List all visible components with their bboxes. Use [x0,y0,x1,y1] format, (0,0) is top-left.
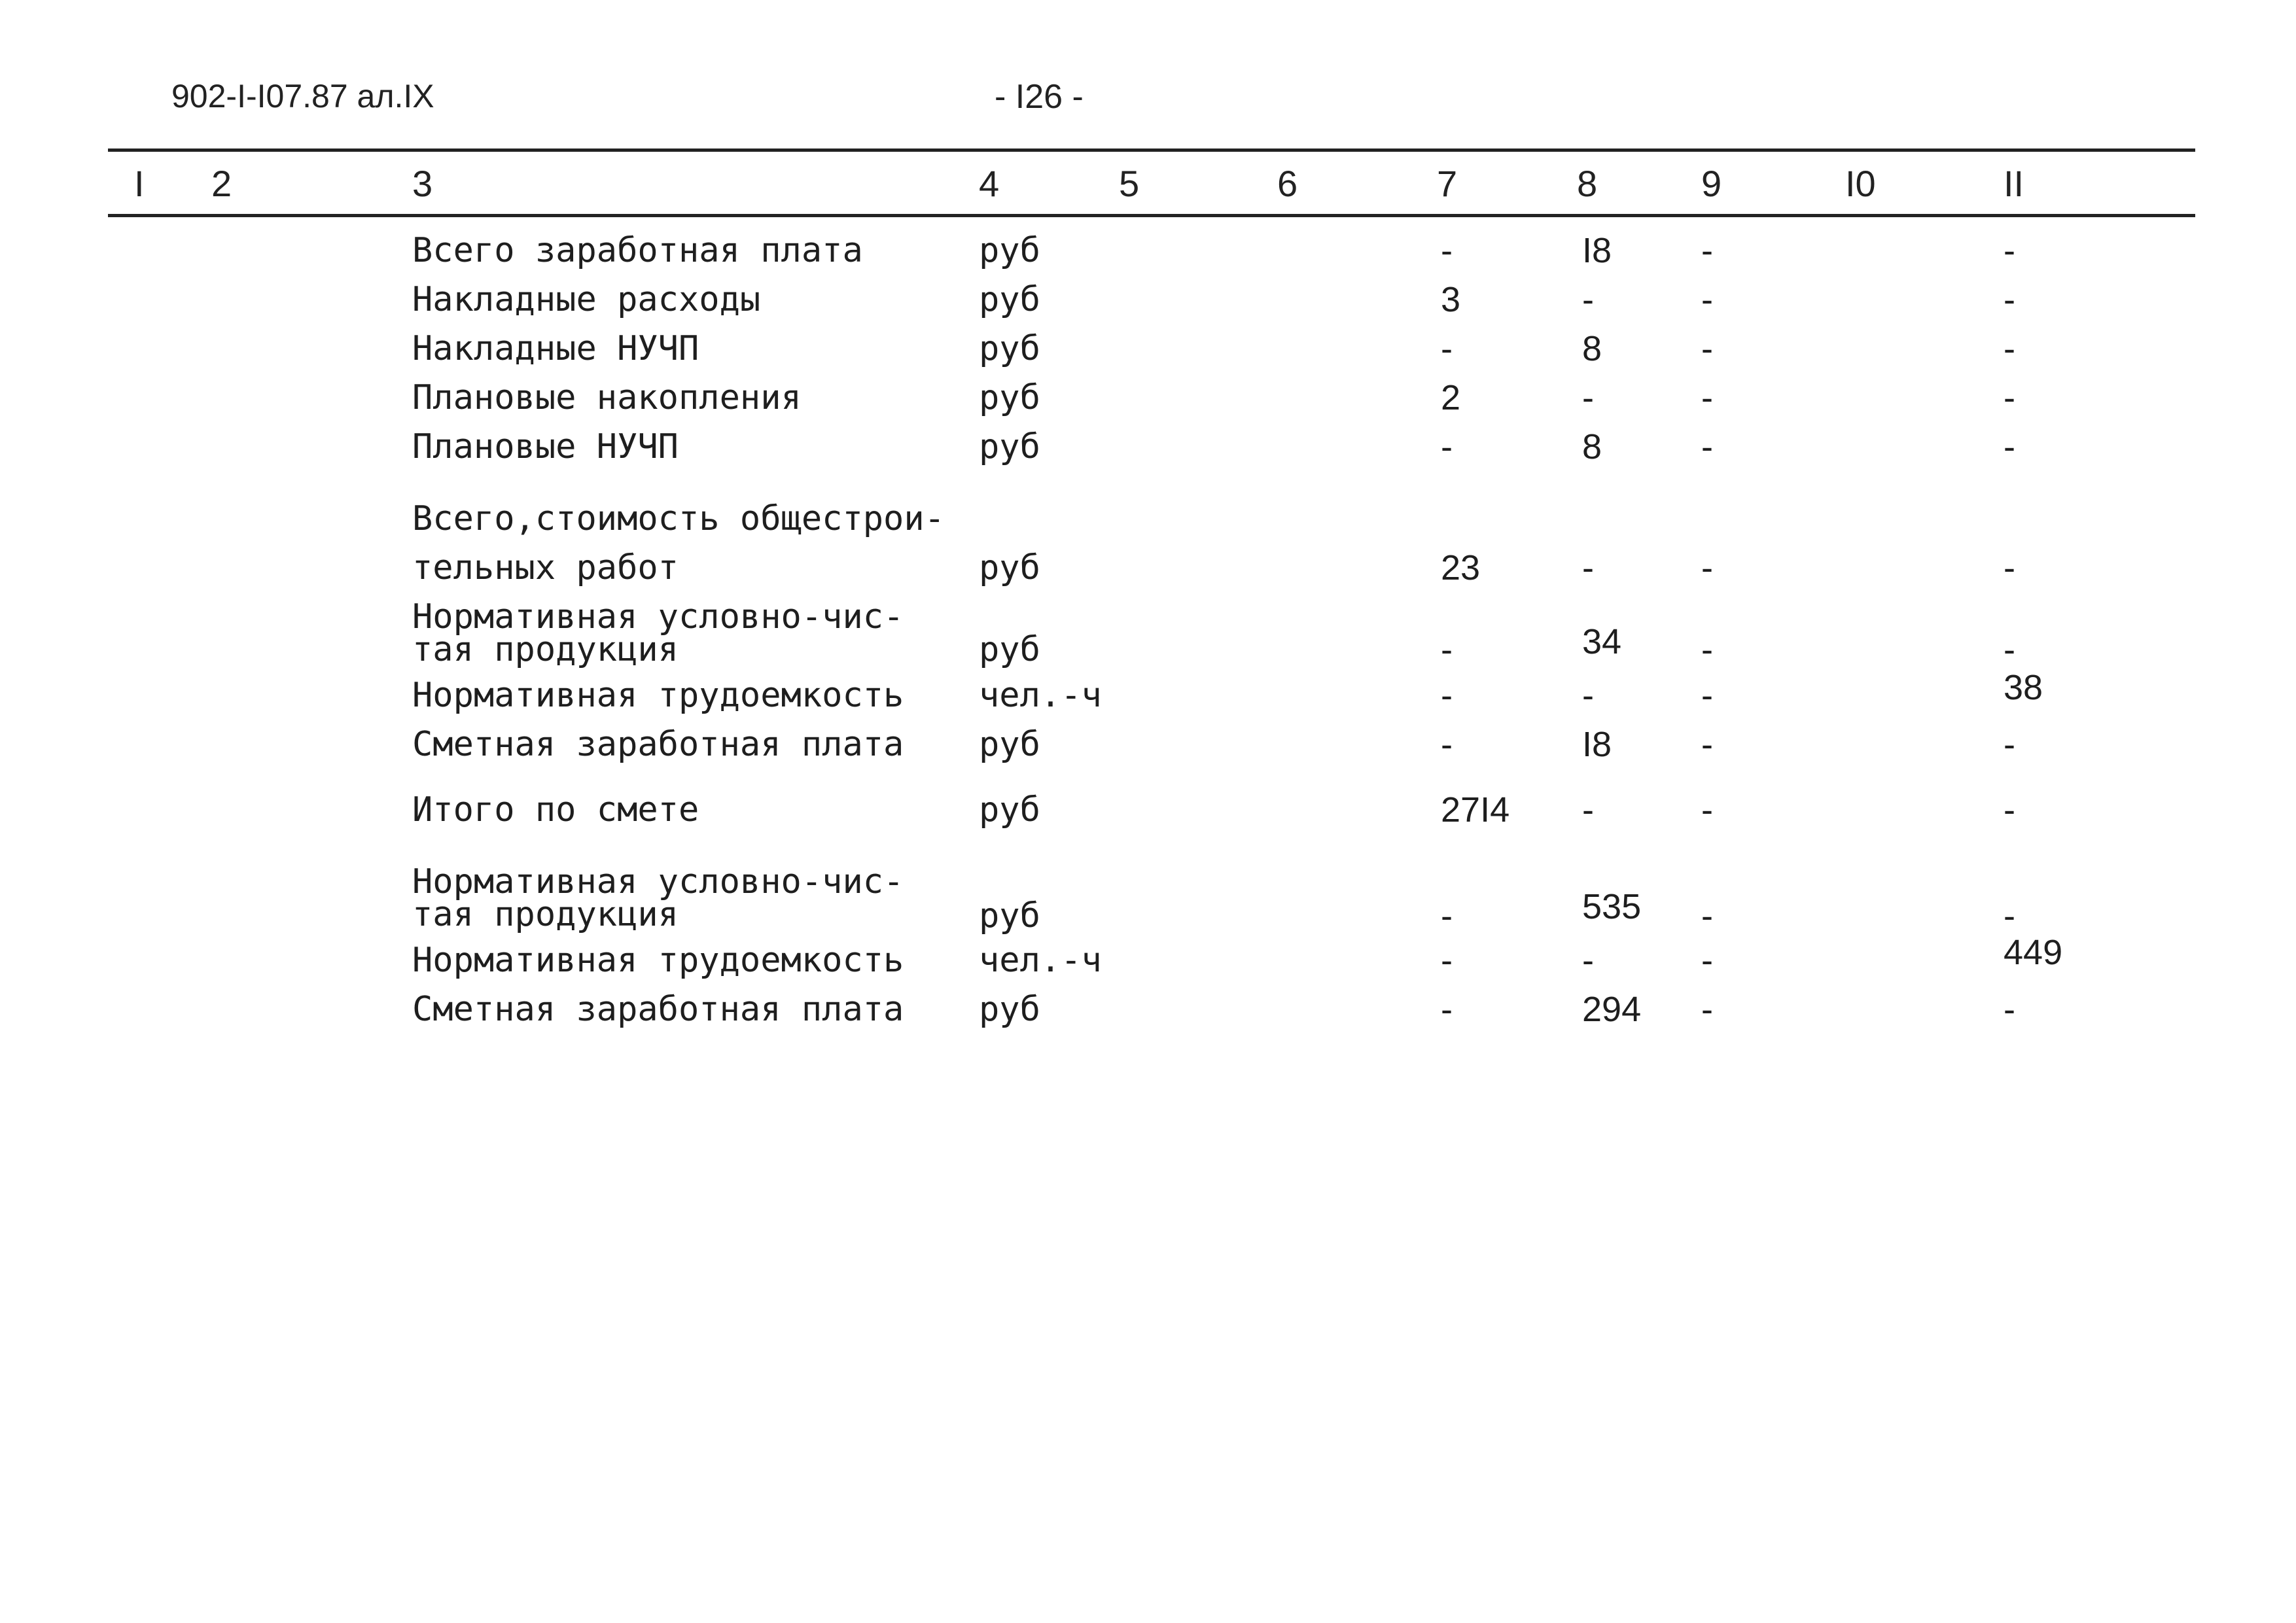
row-col-8: I8 [1582,725,1612,764]
row-col-8: - [1582,676,1594,715]
row-name: Нормативная трудоемкость [412,676,904,715]
row-col-7: - [1441,941,1453,980]
row-col-9: - [1701,725,1713,764]
row-name: Плановые накопления [412,378,802,417]
row-col-11: - [2004,427,2015,466]
page-number: - I26 - [995,78,1084,116]
row-name: Плановые НУЧП [412,427,679,466]
row-unit: руб [979,990,1040,1029]
row-col-11: - [2004,896,2015,935]
column-header-6: 6 [1277,163,1298,204]
row-col-11: - [2004,280,2015,319]
row-col-7: - [1441,990,1453,1029]
row-name: Нормативная трудоемкость [412,941,904,980]
row-col-7: - [1441,676,1453,715]
row-col-8: 294 [1582,990,1642,1029]
row-col-8: - [1582,378,1594,417]
row-col-7: 23 [1441,548,1481,587]
row-col-9: - [1701,941,1713,980]
row-unit: руб [979,790,1040,829]
page-header [0,0,2296,131]
row-col-8: 8 [1582,427,1602,466]
row-name-continuation: тая продукция [412,630,679,669]
row-col-8: - [1582,280,1594,319]
row-col-7: 27I4 [1441,790,1510,829]
row-col-8: 535 [1582,887,1642,926]
row-col-8: - [1582,790,1594,829]
row-unit: чел.-ч [979,941,1102,980]
row-col-11: - [2004,378,2015,417]
column-header-2: 2 [211,163,232,204]
row-col-9: - [1701,630,1713,669]
row-name: Сметная заработная плата [412,725,904,764]
row-col-11: - [2004,630,2015,669]
row-col-9: - [1701,790,1713,829]
row-unit: руб [979,280,1040,319]
row-name: Сметная заработная плата [412,990,904,1029]
row-col-7: - [1441,630,1453,669]
column-header-1: I [134,163,145,204]
row-col-11: 38 [2004,668,2043,707]
row-name: Накладные расходы [412,280,761,319]
row-name: Нормативная условно-чис- [412,862,904,901]
column-header-7: 7 [1437,163,1458,204]
table-top-rule [108,148,2195,152]
column-header-5: 5 [1119,163,1140,204]
row-col-9: - [1701,280,1713,319]
table-header-rule [108,214,2195,217]
row-col-7: 3 [1441,280,1461,319]
row-col-7: - [1441,725,1453,764]
row-unit: руб [979,427,1040,466]
document-code: 902-I-I07.87 ал.IX [171,78,434,114]
row-col-11: 449 [2004,933,2063,972]
row-col-7: - [1441,231,1453,270]
row-col-8: - [1582,941,1594,980]
row-col-9: - [1701,378,1713,417]
row-name: Всего заработная плата [412,231,863,270]
column-header-4: 4 [979,163,1000,204]
row-col-8: I8 [1582,231,1612,270]
row-col-7: - [1441,427,1453,466]
column-header-3: 3 [412,163,433,204]
row-col-11: - [2004,329,2015,368]
row-name: Итого по смете [412,790,699,829]
row-col-9: - [1701,231,1713,270]
row-unit: руб [979,231,1040,270]
row-unit: руб [979,896,1040,935]
row-name: Всего,стоимость общестрои- [412,499,945,538]
row-unit: руб [979,548,1040,587]
row-name: Накладные НУЧП [412,329,699,368]
row-col-9: - [1701,676,1713,715]
row-col-11: - [2004,990,2015,1029]
row-unit: руб [979,378,1040,417]
column-header-9: 9 [1701,163,1722,204]
row-col-11: - [2004,548,2015,587]
row-col-9: - [1701,427,1713,466]
row-col-8: - [1582,548,1594,587]
row-unit: руб [979,630,1040,669]
row-name: Нормативная условно-чис- [412,597,904,637]
column-header-8: 8 [1577,163,1598,204]
row-name-continuation: тая продукция [412,895,679,934]
row-col-9: - [1701,896,1713,935]
row-unit: руб [979,725,1040,764]
column-header-11: II [2004,163,2024,204]
row-col-8: 8 [1582,329,1602,368]
column-header-10: I0 [1845,163,1876,204]
row-col-7: - [1441,896,1453,935]
row-col-7: - [1441,329,1453,368]
row-col-7: 2 [1441,378,1461,417]
row-name-continuation: тельных работ [412,548,679,587]
row-col-9: - [1701,329,1713,368]
row-unit: чел.-ч [979,676,1102,715]
row-col-11: - [2004,790,2015,829]
row-col-9: - [1701,548,1713,587]
row-unit: руб [979,329,1040,368]
row-col-11: - [2004,231,2015,270]
row-col-9: - [1701,990,1713,1029]
row-col-11: - [2004,725,2015,764]
row-col-8: 34 [1582,622,1622,661]
